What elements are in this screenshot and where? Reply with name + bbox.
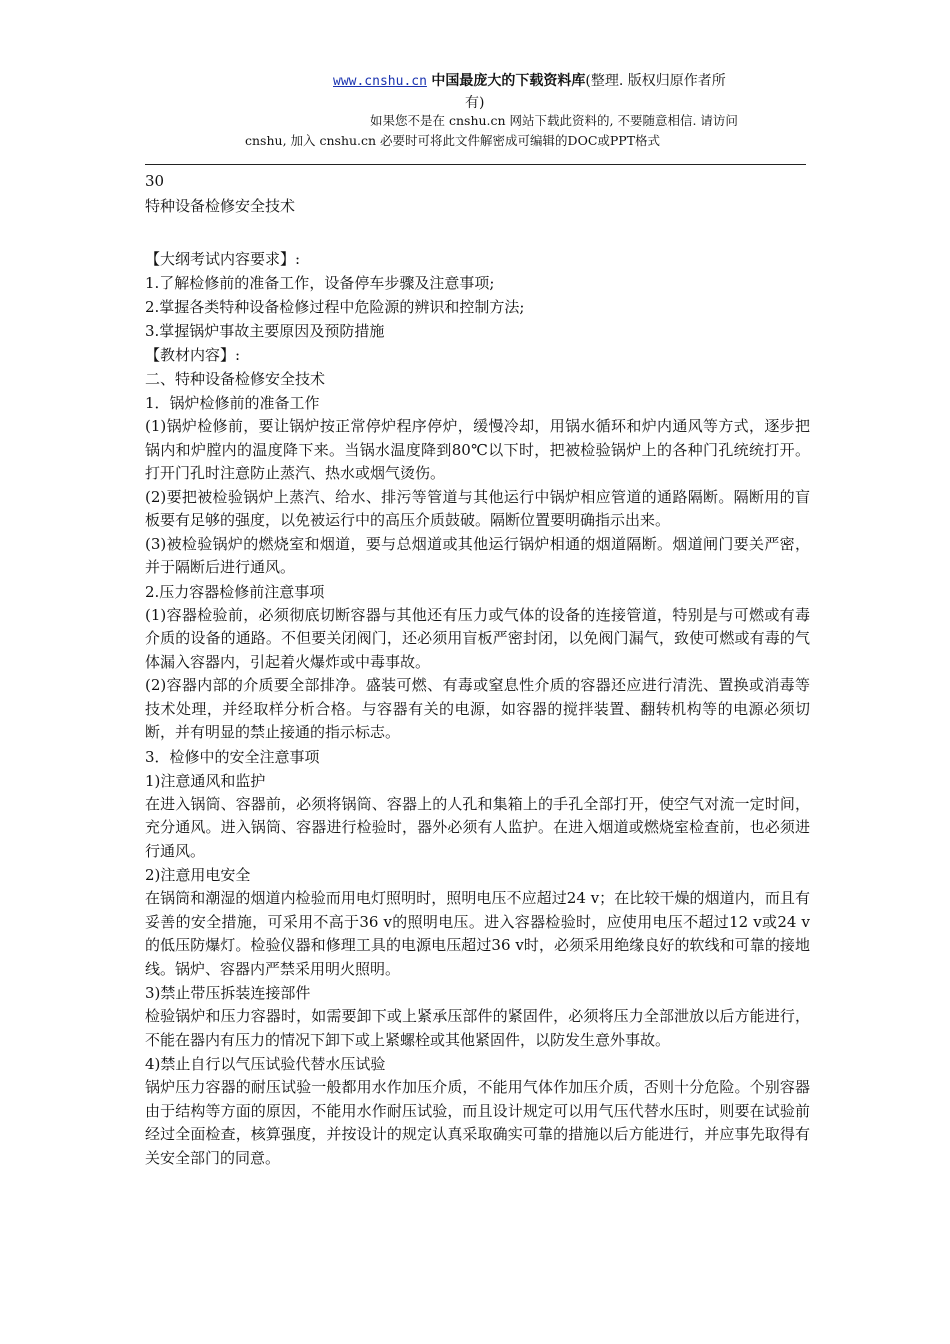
chapter-number: 30 xyxy=(145,172,165,190)
requirement-2: 2.掌握各类特种设备检修过程中危险源的辨识和控制方法; xyxy=(145,298,525,316)
site-title: 中国最庞大的下载资料库 xyxy=(431,73,586,89)
item-4-paragraph: 锅炉压力容器的耐压试验一般都用水作加压介质，不能用气体作加压介质，否则十分危险。个别容器由于结构等方面的原因，不能用水作耐压试验，而且设计规定可以用气压代替水压时，则要在试验前经过全面检查，核算强度，并按设计的规定认真采取确实可靠的措施以后方能进行，并应事先取得有关安全部门的同意。 xyxy=(145,1078,810,1167)
item-2-title: 2)注意用电安全 xyxy=(145,866,251,884)
item-2-paragraph: 在锅筒和潮湿的烟道内检验而用电灯照明时，照明电压不应超过24 v；在比较干燥的烟道内，而且有妥善的安全措施，可采用不高于36 v的照明电压。进入容器检验时，应使用电压不超过12 v或24 v的低压防爆灯。检验仪器和修理工具的电源电压超过36 v时，必须采用绝缘良好的软线和可靠的接地线。锅炉、容器内严禁采用明火照明。 xyxy=(145,889,810,978)
spacer xyxy=(145,217,810,247)
subsection-3-title: 3．检修中的安全注意事项 xyxy=(145,747,320,766)
item-1-title: 1)注意通风和监护 xyxy=(145,771,266,790)
item-3-title: 3)禁止带压拆装连接部件 xyxy=(145,984,311,1002)
requirement-1: 1.了解检修前的准备工作，设备停车步骤及注意事项; xyxy=(145,274,495,292)
document-body xyxy=(145,170,810,1170)
header-line-1 xyxy=(333,70,726,90)
item-4-title: 4)禁止自行以气压试验代替水压试验 xyxy=(145,1055,386,1073)
copyright-note-cont: 有) xyxy=(465,95,485,111)
site-link[interactable]: www.cnshu.cn xyxy=(333,74,427,89)
section-title: 二、特种设备检修安全技术 xyxy=(145,370,326,388)
header-note-line-2: 如果您不是在 cnshu.cn 网站下载此资料的, 不要随意相信. 请访问 xyxy=(370,113,738,128)
subsection-1-paragraph-2: (2)要把被检验锅炉上蒸汽、给水、排污等管道与其他运行中锅炉相应管道的通路隔断。隔断用的盲板要有足够的强度，以免被运行中的高压介质鼓破。隔断位置要明确指示出来。 xyxy=(145,487,810,529)
copyright-note: (整理. 版权归原作者所 xyxy=(585,73,726,89)
outline-heading: 【大纲考试内容要求】: xyxy=(145,250,301,268)
subsection-2-title: 2.压力容器检修前注意事项 xyxy=(145,582,325,601)
requirement-3: 3.掌握锅炉事故主要原因及预防措施 xyxy=(145,322,385,340)
header-divider xyxy=(145,164,806,165)
subsection-1-paragraph-3: (3)被检验锅炉的燃烧室和烟道，要与总烟道或其他运行锅炉相通的烟道隔断。烟道闸门要关严密，并于隔断后进行通风。 xyxy=(145,534,810,576)
material-heading: 【教材内容】: xyxy=(145,346,241,364)
item-1-paragraph: 在进入锅筒、容器前，必须将锅筒、容器上的人孔和集箱上的手孔全部打开，使空气对流一定时间，充分通风。进入锅筒、容器进行检验时，器外必须有人监护。在进入烟道或燃烧室检查前，也必须进行通风。 xyxy=(145,794,810,860)
item-3-paragraph: 检验锅炉和压力容器时，如需要卸下或上紧承压部件的紧固件，必须将压力全部泄放以后方能进行，不能在器内有压力的情况下卸下或上紧螺栓或其他紧固件，以防发生意外事故。 xyxy=(145,1007,810,1049)
subsection-2-paragraph-1: (1)容器检验前，必须彻底切断容器与其他还有压力或气体的设备的连接管道，特别是与可燃或有毒介质的设备的通路。不但要关闭阀门，还必须用盲板严密封闭，以免阀门漏气，致使可燃或有毒的气体漏入容器内，引起着火爆炸或中毒事故。 xyxy=(145,605,810,671)
chapter-title: 特种设备检修安全技术 xyxy=(145,197,296,215)
subsection-1-paragraph-1: (1)锅炉检修前，要让锅炉按正常停炉程序停炉，缓慢冷却，用锅水循环和炉内通风等方式，逐步把锅内和炉膛内的温度降下来。当锅水温度降到80℃以下时，把被检验锅炉上的各种门孔统统打开。打开门孔时注意防止蒸汽、热水或烟气烫伤。 xyxy=(145,417,810,482)
subsection-2-paragraph-2: (2)容器内部的介质要全部排净。盛装可燃、有毒或窒息性介质的容器还应进行清洗、置换或消毒等技术处理，并经取样分析合格。与容器有关的电源，如容器的搅拌装置、翻转机构等的电源必须切断，并有明显的禁止接通的指示标志。 xyxy=(145,676,810,741)
subsection-1-title: 1．锅炉检修前的准备工作 xyxy=(145,394,320,412)
header-note-line-3: cnshu, 加入 cnshu.cn 必要时可将此文件解密成可编辑的DOC或PPT格式 xyxy=(245,133,661,148)
